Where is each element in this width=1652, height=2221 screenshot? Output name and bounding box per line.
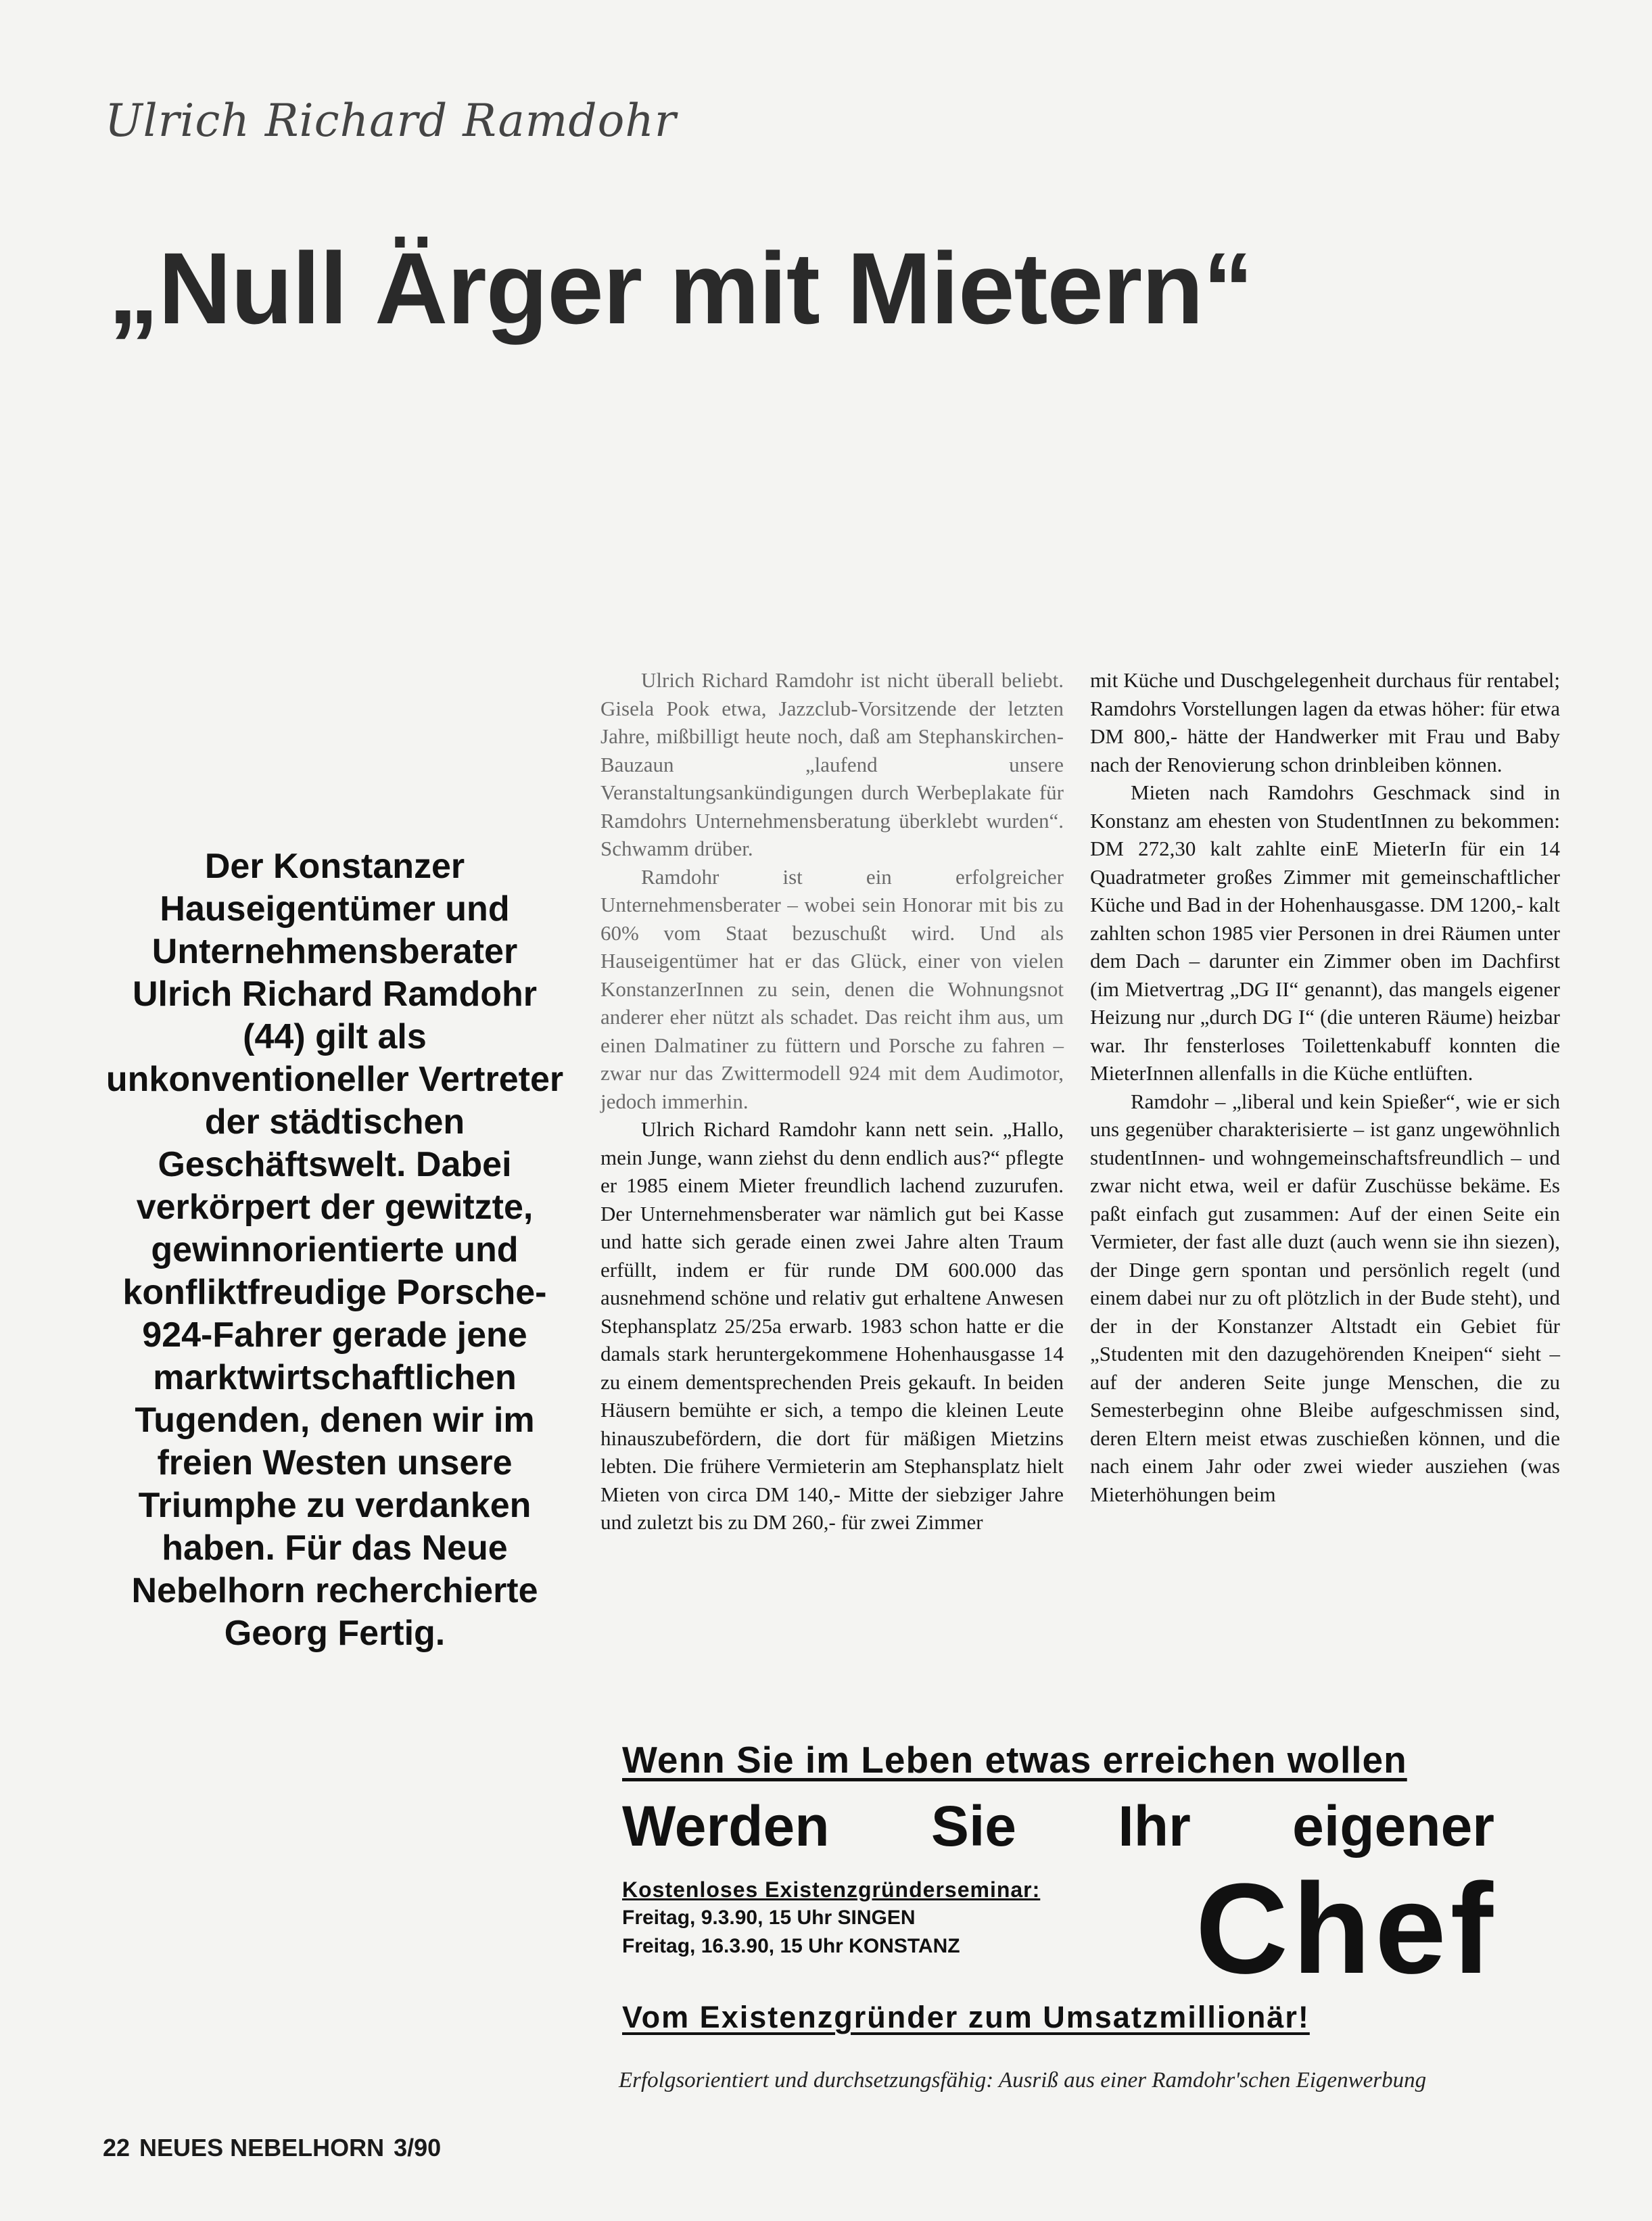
ad-chef-word: Chef (1195, 1857, 1497, 2001)
magazine-name: NEUES NEBELHORN (139, 2134, 385, 2161)
article-paragraph: Mieten nach Ramdohrs Geschmack sind in Konstanz am ehesten von StudentInnen zu bekommen: DM 272,30 kalt zahlte einE MieterIn für ein 14 Quadratmeter großes Zimmer mit gemeinschaftlicher Küche und Bad in der Hohenhausgasse. DM 1200,- kalt zahlten schon 1985 vier Personen in drei Räumen unter dem Dach – darunter ein Zimmer oben im Dachfirst (im Mietvertrag „DG II“ genannt), das mangels eigener Heizung nur „durch DG I“ (die unteren Räume) heizbar war. Ihr fensterloses Toilettenkabuff konnten die MieterInnen allenfalls in die Küche entlüften. (1090, 780, 1560, 1085)
author-signature: Ulrich Richard Ramdohr (105, 95, 677, 147)
ad-details-row (622, 1857, 1501, 2001)
ad-headline-word: Sie (930, 1794, 1017, 1858)
ad-date: Freitag, 9.3.90, 15 Uhr SINGEN (622, 1907, 916, 1929)
ad-seminar-details (622, 1865, 1040, 1961)
ad-tagline: Wenn Sie im Leben etwas erreichen wollen (622, 1739, 1407, 1781)
ad-headline-word: Werden (622, 1794, 830, 1858)
article-paragraph: Ramdohr ist ein erfolgreicher Unternehmensberater – wobei sein Honorar mit bis zu 60% vom Staat bezuschußt wird. Und als Hauseigentümer hat er das Glück, einer von vielen KonstanzerInnen zu sein, denen die Wohnungsnot anderer eher nützt als schadet. Das reicht ihm aus, um einen Dalmatiner zu füttern und Porsche zu fahren – zwar nur das Zwittermodell 924 mit dem Audimotor, jedoch immerhin. (600, 864, 1064, 1113)
issue-number: 3/90 (394, 2134, 442, 2161)
ad-date: Freitag, 16.3.90, 15 Uhr KONSTANZ (622, 1935, 960, 1957)
article-paragraph: Ulrich Richard Ramdohr kann nett sein. „Hallo, mein Junge, wann ziehst du denn endlich aus?“ pflegte er 1985 einem Mieter freundlich lachend zuzurufen. Der Unternehmensberater war nämlich gut bei Kasse und hatte sich gerade einen zwei Jahre alten Traum erfüllt, indem er für runde DM 600.000 das ausnehmend schöne und relativ gut erhaltene Anwesen Stephansplatz 25/25a erwarb. 1983 schon hatte er die damals stark heruntergekommene Hohenhausgasse 14 zu einem dementsprechenden Preis gekauft. In beiden Häusern bemühte er sich, a tempo die kleinen Leute hinauszubefördern, die dort für mäßigen Mietzins lebten. Die frühere Vermieterin am Stephansplatz hielt Mieten von circa DM 140,- Mitte der siebziger Jahre und zuletzt bis zu DM 260,- für zwei Zimmer (600, 1117, 1064, 1534)
image-caption: Erfolgsorientiert und durchsetzungsfähig: Ausriß aus einer Ramdohr'schen Eigenwerbung (619, 2068, 1427, 2093)
ad-headline-word: Ihr (1118, 1794, 1191, 1858)
page-number: 22 (103, 2134, 131, 2161)
advertisement-excerpt (622, 1738, 1501, 2035)
ad-headline-word: eigener (1292, 1794, 1494, 1858)
ad-slogan: Vom Existenzgründer zum Umsatzmillionär! (622, 2000, 1310, 2034)
lead-paragraph: Der Konstanzer Hauseigentümer und Unternehmensberater Ulrich Richard Ramdohr (44) gilt als unkonventioneller Vertreter der städtischen Geschäftswelt. Dabei verkörpert der gewitzte, gewinnorientierte und konfliktfreudige Porsche-924-Fahrer gerade jene marktwirtschaftlichen Tugenden, denen wir im freien Westen unsere Triumphe zu verdanken haben. Für das Neue Nebelhorn recherchierte Georg Fertig. (105, 847, 564, 1653)
headline: „Null Ärger mit Mietern“ (108, 231, 1253, 345)
ad-seminar-title: Kostenloses Existenzgründerseminar: (622, 1877, 1041, 1902)
article-column-2 (1090, 666, 1560, 1508)
article-paragraph: Ulrich Richard Ramdohr ist nicht überall beliebt. Gisela Pook etwa, Jazzclub-Vorsitzende der letzten Jahre, mißbilligt heute noch, daß am Stephanskirchen-Bauzaun „laufend unsere Veranstaltungsankündigungen durch Werbeplakate für Ramdohrs Unternehmensberatung überklebt wurden“. Schwamm drüber. (600, 668, 1064, 860)
ad-headline (622, 1794, 1494, 1859)
article-paragraph: Ramdohr – „liberal und kein Spießer“, wie er sich uns gegenüber charakterisierte – ist ganz ungewöhnlich studentInnen- und wohngemeinschaftsfreundlich – und zwar nicht etwa, weil er dafür Zuschüsse bekäme. Es paßt einfach gut zusammen: Auf der einen Seite ein Vermieter, der fast alle duzt (auch wenn sie ihn siezen), der Dinge gern spontan und persönlich regelt (und einem dabei nur zu oft plötzlich in der Bude steht), und der in der Konstanzer Altstadt ein Gebiet für „Studenten mit den dazugehörenden Kneipen“ sieht – auf der anderen Seite junge Menschen, die zu Semesterbeginn ohne Bleibe aufgeschmissen sind, deren Eltern meist etwas zuschießen können, und die nach einem Jahr oder zwei wieder ausziehen (was Mieterhöhungen beim (1090, 1089, 1560, 1506)
article-column-1 (600, 666, 1064, 1537)
page-footer (103, 2134, 450, 2162)
article-paragraph: mit Küche und Duschgelegenheit durchaus für rentabel; Ramdohrs Vorstellungen lagen da etwas höher: für etwa DM 800,- hätte der Handwerker mit Frau und Baby nach der Renovierung schon drinbleiben können. (1090, 668, 1560, 776)
